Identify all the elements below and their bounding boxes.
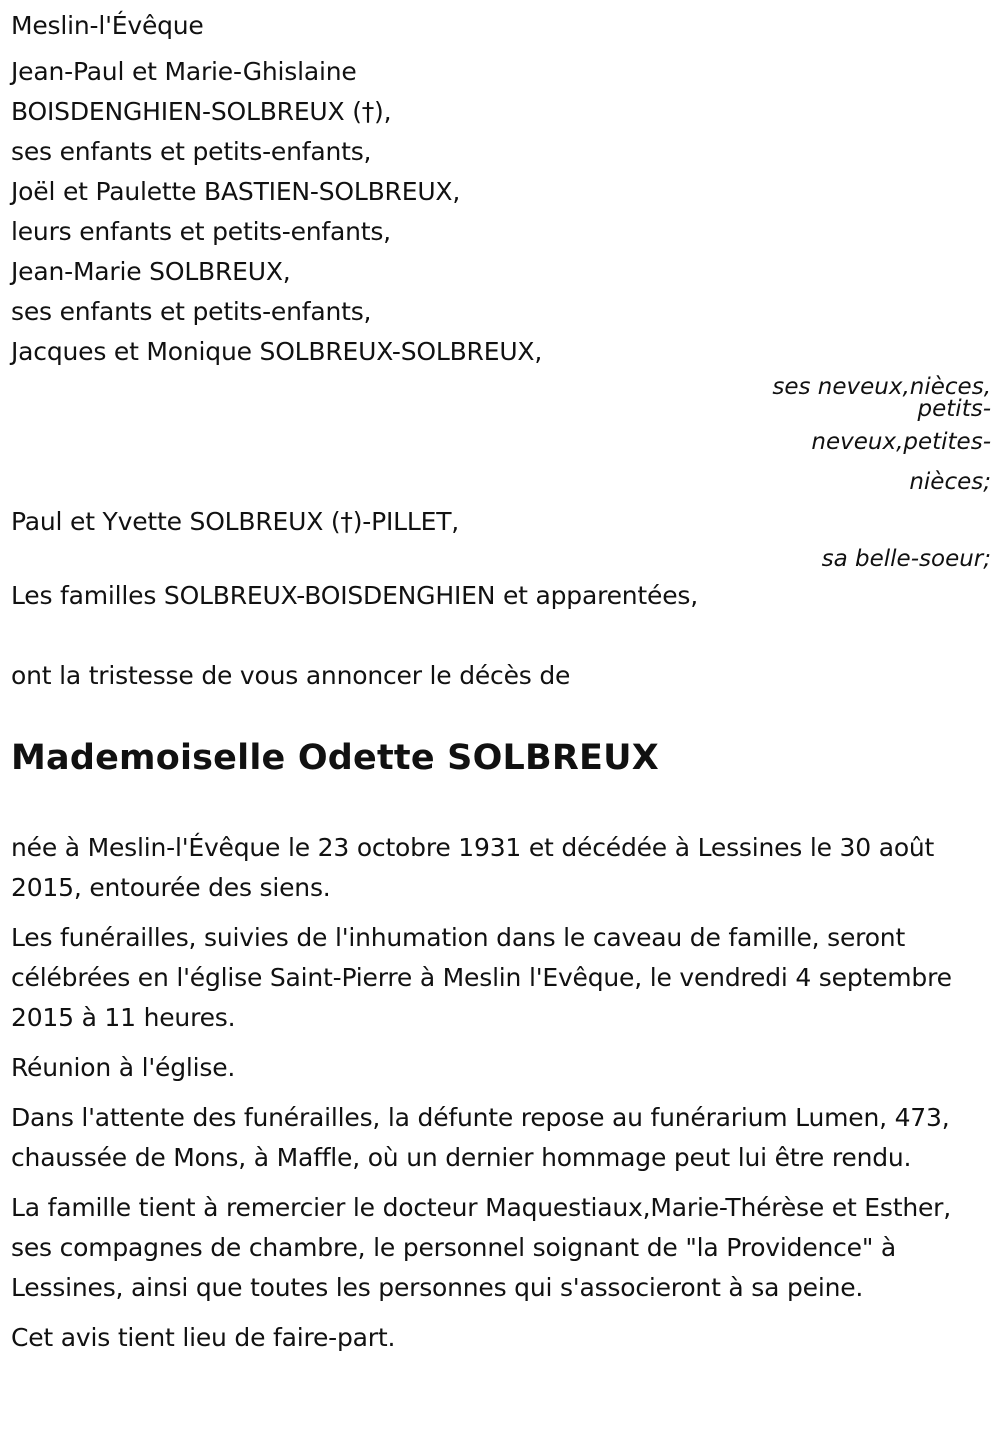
family-list <box>11 52 991 372</box>
family-line: Jean-Marie SOLBREUX, <box>11 257 291 286</box>
family-line: ses enfants et petits-enfants, <box>11 137 372 166</box>
family-line: Jean-Paul et Marie-Ghislaine <box>11 57 357 86</box>
relation-nephews <box>11 376 991 502</box>
place-heading: Meslin-l'Évêque <box>11 11 204 40</box>
paragraph-meeting: Réunion à l'église. <box>11 1053 236 1082</box>
relation-line: neveux,petites- <box>811 429 991 455</box>
deceased-name: Mademoiselle Odette SOLBREUX <box>11 738 659 778</box>
relation-line: ses neveux,nièces, <box>772 374 991 400</box>
sister-in-law-line: Paul et Yvette SOLBREUX (†)-PILLET, <box>11 507 460 536</box>
relation-line: nièces; <box>909 469 991 495</box>
family-line: Joël et Paulette BASTIEN-SOLBREUX, <box>11 177 461 206</box>
obituary-notice <box>11 0 991 1358</box>
paragraph-funeral: Les funérailles, suivies de l'inhumation dans le caveau de famille, seront célébrées en l'église Saint-Pierre à Meslin l'Evêque, le vendredi 4 septembre 2015 à 11 heures. <box>11 923 952 1032</box>
family-line: ses enfants et petits-enfants, <box>11 297 372 326</box>
paragraph-thanks: La famille tient à remercier le docteur Maquestiaux,Marie-Thérèse et Esther, ses compagnes de chambre, le personnel soignant de "la Providence" à Lessines, ainsi que toutes les personnes qui s'associeront à sa peine. <box>11 1193 951 1302</box>
relation-sister-in-law: sa belle-soeur; <box>821 546 991 572</box>
paragraph-funerarium: Dans l'attente des funérailles, la défunte repose au funérarium Lumen, 473, chaussée de Mons, à Maffle, où un dernier hommage peut lui être rendu. <box>11 1103 950 1172</box>
family-line: leurs enfants et petits-enfants, <box>11 217 391 246</box>
paragraph-birth-death: née à Meslin-l'Évêque le 23 octobre 1931 et décédée à Lessines le 30 août 2015, entourée des siens. <box>11 833 935 902</box>
announcement: ont la tristesse de vous annoncer le décès de <box>11 661 571 690</box>
family-line: Jacques et Monique SOLBREUX-SOLBREUX, <box>11 337 543 366</box>
families-line: Les familles SOLBREUX-BOISDENGHIEN et apparentées, <box>11 581 698 610</box>
family-line: BOISDENGHIEN-SOLBREUX (†), <box>11 97 392 126</box>
relation-line: petits- <box>917 396 991 422</box>
paragraph-notice: Cet avis tient lieu de faire-part. <box>11 1323 396 1352</box>
